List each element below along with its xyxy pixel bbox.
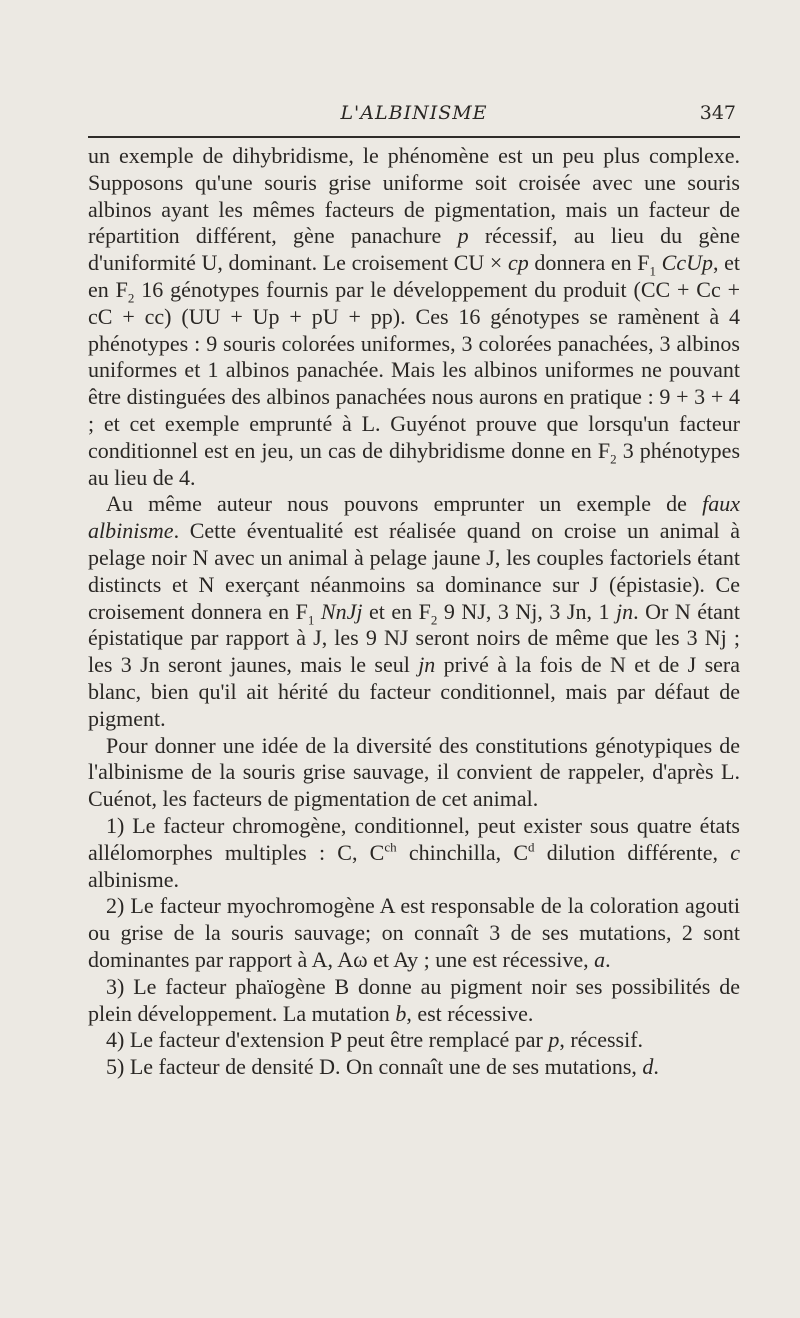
list-item-myochromogene [88,893,740,973]
list-item-chromogene [88,813,740,893]
text-run: récessif, au lieu du gène d'uniformité U, dominant. Le croisement CU [88,223,740,276]
paragraph-1 [88,143,740,491]
body-text [88,143,740,1081]
text-run: , récessif. [559,1027,644,1053]
italic-term: CcUp [661,250,713,276]
paragraph-2 [88,491,740,732]
text-run: albinisme. [88,866,180,892]
superscript: ch [384,839,397,855]
list-item-extension [88,1027,740,1054]
text-run: 4) Le facteur d'extension P peut être remplacé par [106,1027,549,1053]
text-run: 5) Le facteur de densité D. On connaît une de ses mutations, [106,1054,643,1080]
paragraph-3: Pour donner une idée de la diversité des constitutions génotypiques de l'albinisme de la souris grise sauvage, il convient de rappeler, d'après L. Cuénot, les facteurs de pigmentation de cet animal. [88,732,740,812]
header-rule [88,136,740,138]
text-run: chinchilla, C [396,839,529,865]
italic-term: b [395,1000,407,1026]
italic-term: p [457,223,469,249]
text-run: un exemple de dihybridisme, le phénomène est un peu plus complexe. Supposons qu'une souris grise uniforme soit croisée avec une souris albinos ayant les mêmes facteurs de pigmentation, mais un facteur de répartition différent, gène panachure [88,143,740,249]
subscript: 1 [649,263,656,279]
list-item-densite [88,1054,740,1081]
subscript: 2 [430,611,438,627]
text-run: . [605,946,611,972]
text-run: Au même auteur nous pouvons emprunter un exemple de [106,491,703,517]
text-run: 1) Le facteur chromogène, conditionnel, peut exister sous quatre états allélomorphes multiples : C, C [88,812,740,865]
text-run: 9 NJ, 3 Nj, 3 Jn, 1 [437,598,616,624]
text-run: donnera en F [528,250,650,276]
italic-term: c [730,839,740,865]
italic-term: faux albinisme [88,491,740,544]
list-item-phaiogene [88,974,740,1028]
superscript: d [528,839,535,855]
italic-term: cp [507,250,529,276]
text-run: dilution différente, [534,839,731,865]
subscript: 1 [307,611,315,627]
page-number: 347 [699,102,736,124]
italic-term: NnJj [320,598,363,624]
text-run: 2) Le facteur myochromogène A est responsable de la coloration agouti ou grise de la souris sauvage; on connaît 3 de ses mutations, 2 sont dominantes par rapport à A, Aω et Ay ; une est récessive, [88,893,740,972]
text-run: . [653,1054,659,1080]
italic-term: d [642,1054,654,1080]
italic-term: p [548,1027,560,1053]
text-run: , et en F [88,250,740,302]
text-run: 16 génotypes fournis par le développement du produit (CC + Cc + cC + cc) (UU + Up + pU + pp). Ces 16 génotypes se ramènent à 4 phénotypes : 9 souris colorées uniformes, 3 colorées panachées, 3 albinos uniformes et 1 albinos panachée. Mais les albinos uniformes ne pouvant être distinguées des albinos panachées nous aurons en pratique : 9 + 3 + 4 ; et cet exemple emprunté à L. Guyénot prouve que lorsqu'un facteur conditionnel est en jeu, un cas de dihybridisme donne en F [88,276,740,463]
page-header [88,100,740,130]
cross-symbol: × [484,250,508,276]
text-run: privé à la fois de N et de J sera blanc, bien qu'il ait hérité du facteur conditionnel, mais par défaut de pigment. [88,652,740,731]
text-run: 3 phénotypes au lieu de 4. [88,437,741,490]
text-run: . Cette éventualité est réalisée quand on croise un animal à pelage noir N avec un animal à pelage jaune J, les couples factoriels étant distincts et N exerçant néanmoins sa dominance sur J (épistasie). Ce croisement donnera en F [88,518,740,624]
text-run: , est récessive. [406,1000,534,1026]
text-run: 3) Le facteur phaïogène B donne au pigment noir ses possibilités de plein développement. La mutation [88,973,740,1026]
subscript: 2 [610,451,617,467]
subscript: 2 [127,290,135,306]
text-run: . Or N étant épistatique par rapport à J, les 9 NJ seront noirs de même que les 3 Nj ; les 3 Jn seront jaunes, mais le seul [88,598,740,678]
italic-term: jn [418,652,436,678]
italic-term: jn [615,598,634,624]
running-title: L'ALBINISME [340,102,488,124]
italic-term: a [594,946,606,972]
text-run: et en F [362,598,431,624]
